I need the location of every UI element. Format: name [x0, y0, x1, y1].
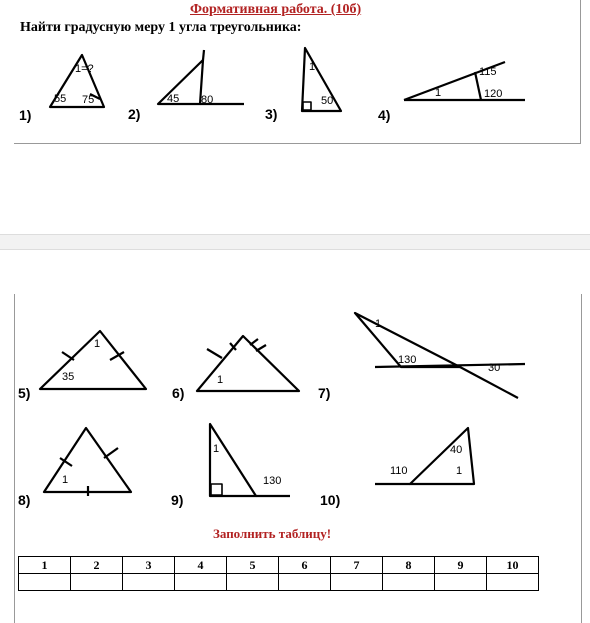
p10-angle-40: 40 [450, 444, 463, 456]
tick-6a [207, 349, 222, 358]
answer-cell-3[interactable] [123, 574, 175, 591]
answer-cell-4[interactable] [175, 574, 227, 591]
problem-number-4: 4) [378, 107, 391, 123]
tick-5a [62, 352, 74, 360]
answer-header-1: 1 [19, 557, 71, 574]
right-angle-mark-9 [211, 484, 222, 495]
p2-angle-45: 45 [167, 93, 180, 105]
side-extension-2 [203, 50, 204, 60]
triangle-9 [210, 424, 256, 496]
triangle-5 [40, 331, 146, 389]
answer-header-3: 3 [123, 557, 175, 574]
answer-header-4: 4 [175, 557, 227, 574]
problem-number-10: 10) [320, 492, 341, 508]
answer-cell-10[interactable] [487, 574, 539, 591]
task-subtitle: Найти градусную меру 1 угла треугольника: [20, 20, 302, 35]
p9-angle-130: 130 [263, 475, 282, 487]
triangle-6 [197, 336, 299, 391]
problem-number-1: 1) [19, 107, 32, 123]
answer-cell-6[interactable] [279, 574, 331, 591]
problem-number-8: 8) [18, 492, 31, 508]
p6-angle-1: 1 [217, 374, 224, 386]
p3-angle-50: 50 [321, 95, 334, 107]
answer-cell-7[interactable] [331, 574, 383, 591]
answer-header-6: 6 [279, 557, 331, 574]
right-angle-mark-3 [303, 102, 311, 110]
answer-table-answer-row [19, 574, 539, 591]
problem-number-7: 7) [318, 385, 331, 401]
problem-number-6: 6) [172, 385, 185, 401]
p3-angle-1: 1 [309, 61, 316, 73]
p9-angle-1: 1 [213, 443, 220, 455]
answer-table-header-row [19, 557, 539, 574]
problem-number-2: 2) [128, 106, 141, 122]
p7-angle-130: 130 [398, 354, 417, 366]
answer-table [18, 556, 539, 591]
answer-header-7: 7 [331, 557, 383, 574]
p10-angle-1: 1 [456, 465, 463, 477]
p2-angle-80: 80 [201, 94, 214, 106]
p8-angle-1: 1 [62, 474, 69, 486]
answer-cell-5[interactable] [227, 574, 279, 591]
p4-angle-1: 1 [435, 87, 442, 99]
answer-header-5: 5 [227, 557, 279, 574]
tick-8b [104, 448, 118, 458]
fill-table-instruction: Заполнить таблицу! [213, 526, 332, 541]
problem-number-9: 9) [171, 492, 184, 508]
triangle-10 [410, 428, 474, 484]
p5-angle-35: 35 [62, 371, 75, 383]
p10-angle-110: 110 [390, 465, 408, 477]
answer-cell-9[interactable] [435, 574, 487, 591]
p7-angle-1: 1 [375, 318, 382, 330]
title-rest: работа. (10б) [277, 2, 362, 17]
answer-cell-2[interactable] [71, 574, 123, 591]
p1-angle-75: 75 [82, 94, 95, 106]
answer-header-10: 10 [487, 557, 539, 574]
title-main: Формативная [190, 2, 278, 17]
p4-angle-120: 120 [484, 88, 503, 100]
triangle-2 [158, 60, 203, 104]
answer-header-2: 2 [71, 557, 123, 574]
tick-6c [250, 339, 258, 345]
p4-angle-115: 115 [479, 66, 497, 78]
answer-cell-1[interactable] [19, 574, 71, 591]
tick-6d [256, 345, 266, 351]
p7-angle-30: 30 [488, 362, 501, 374]
p1-angle-1: 1=? [75, 63, 94, 75]
problem-number-3: 3) [265, 106, 278, 122]
problem-number-5: 5) [18, 385, 31, 401]
answer-header-8: 8 [383, 557, 435, 574]
answer-header-9: 9 [435, 557, 487, 574]
answer-cell-8[interactable] [383, 574, 435, 591]
p1-angle-55: 55 [54, 93, 67, 105]
triangle-8 [44, 428, 131, 492]
p5-angle-1: 1 [94, 338, 101, 350]
